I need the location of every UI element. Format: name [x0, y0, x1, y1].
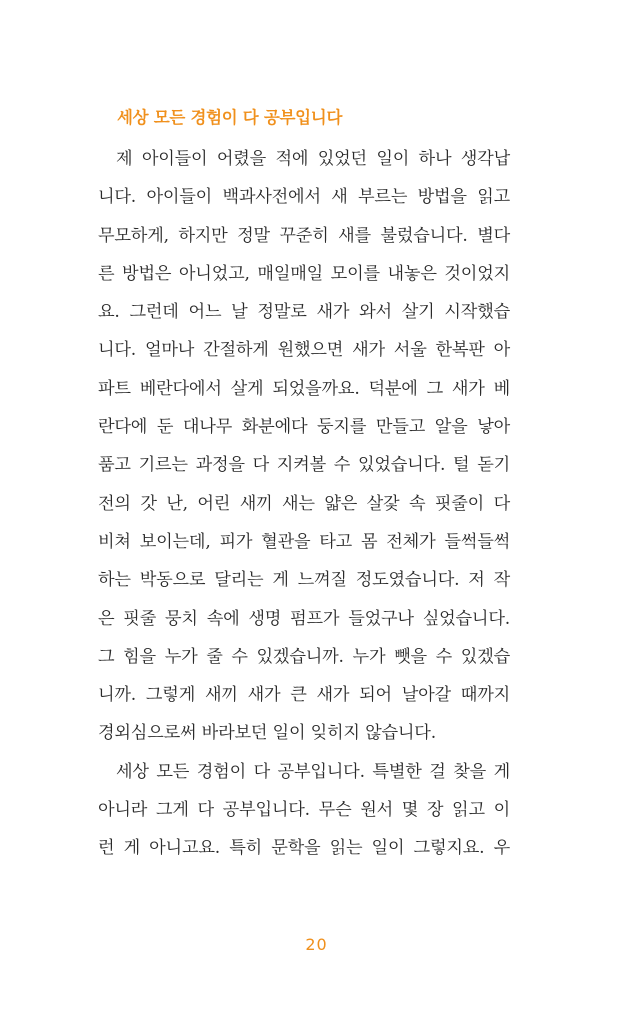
text-line: 경외심으로써 바라보던 일이 잊히지 않습니다. — [98, 723, 436, 744]
text-line: 전의 갓 난, 어린 새끼 새는 얇은 살갗 속 핏줄이 다 — [98, 493, 510, 514]
text-line: 비쳐 보이는데, 피가 혈관을 타고 몸 전체가 들썩들썩 — [98, 531, 510, 552]
body-text — [98, 145, 510, 873]
text-line: 세상 모든 경험이 다 공부입니다. 특별한 걸 찾을 게 — [116, 761, 510, 782]
text-line: 아니라 그게 다 공부입니다. 무슨 원서 몇 장 읽고 이 — [98, 800, 510, 821]
text-line: 요. 그런데 어느 날 정말로 새가 와서 살기 시작했습 — [98, 302, 510, 323]
text-line: 제 아이들이 어렸을 적에 있었던 일이 하나 생각납 — [116, 149, 510, 169]
page-number: 20 — [305, 935, 328, 954]
text-line: 품고 기르는 과정을 다 지켜볼 수 있었습니다. 털 돋기 — [98, 455, 510, 476]
text-line: 무모하게, 하지만 정말 꾸준히 새를 불렀습니다. 별다 — [98, 225, 510, 246]
text-line: 런 게 아니고요. 특히 문학을 읽는 일이 그렇지요. 우 — [98, 838, 510, 859]
section-heading: 세상 모든 경험이 다 공부입니다 — [117, 108, 343, 127]
text-line: 니다. 아이들이 백과사전에서 새 부르는 방법을 읽고 — [98, 187, 510, 208]
text-line: 니까. 그렇게 새끼 새가 큰 새가 되어 날아갈 때까지 — [98, 685, 510, 706]
text-line: 하는 박동으로 달리는 게 느껴질 정도였습니다. 저 작 — [98, 570, 510, 591]
text-line: 그 힘을 누가 줄 수 있겠습니까. 누가 뺏을 수 있겠습 — [98, 646, 510, 667]
text-line: 은 핏줄 뭉치 속에 생명 펌프가 들었구나 싶었습니다. — [98, 608, 510, 629]
text-line: 니다. 얼마나 간절하게 원했으면 새가 서울 한복판 아 — [98, 340, 510, 361]
text-line: 파트 베란다에서 살게 되었을까요. 덕분에 그 새가 베 — [98, 378, 510, 399]
text-line: 란다에 둔 대나무 화분에다 둥지를 만들고 알을 낳아 — [98, 417, 510, 438]
text-line: 른 방법은 아니었고, 매일매일 모이를 내놓은 것이었지 — [98, 263, 510, 284]
